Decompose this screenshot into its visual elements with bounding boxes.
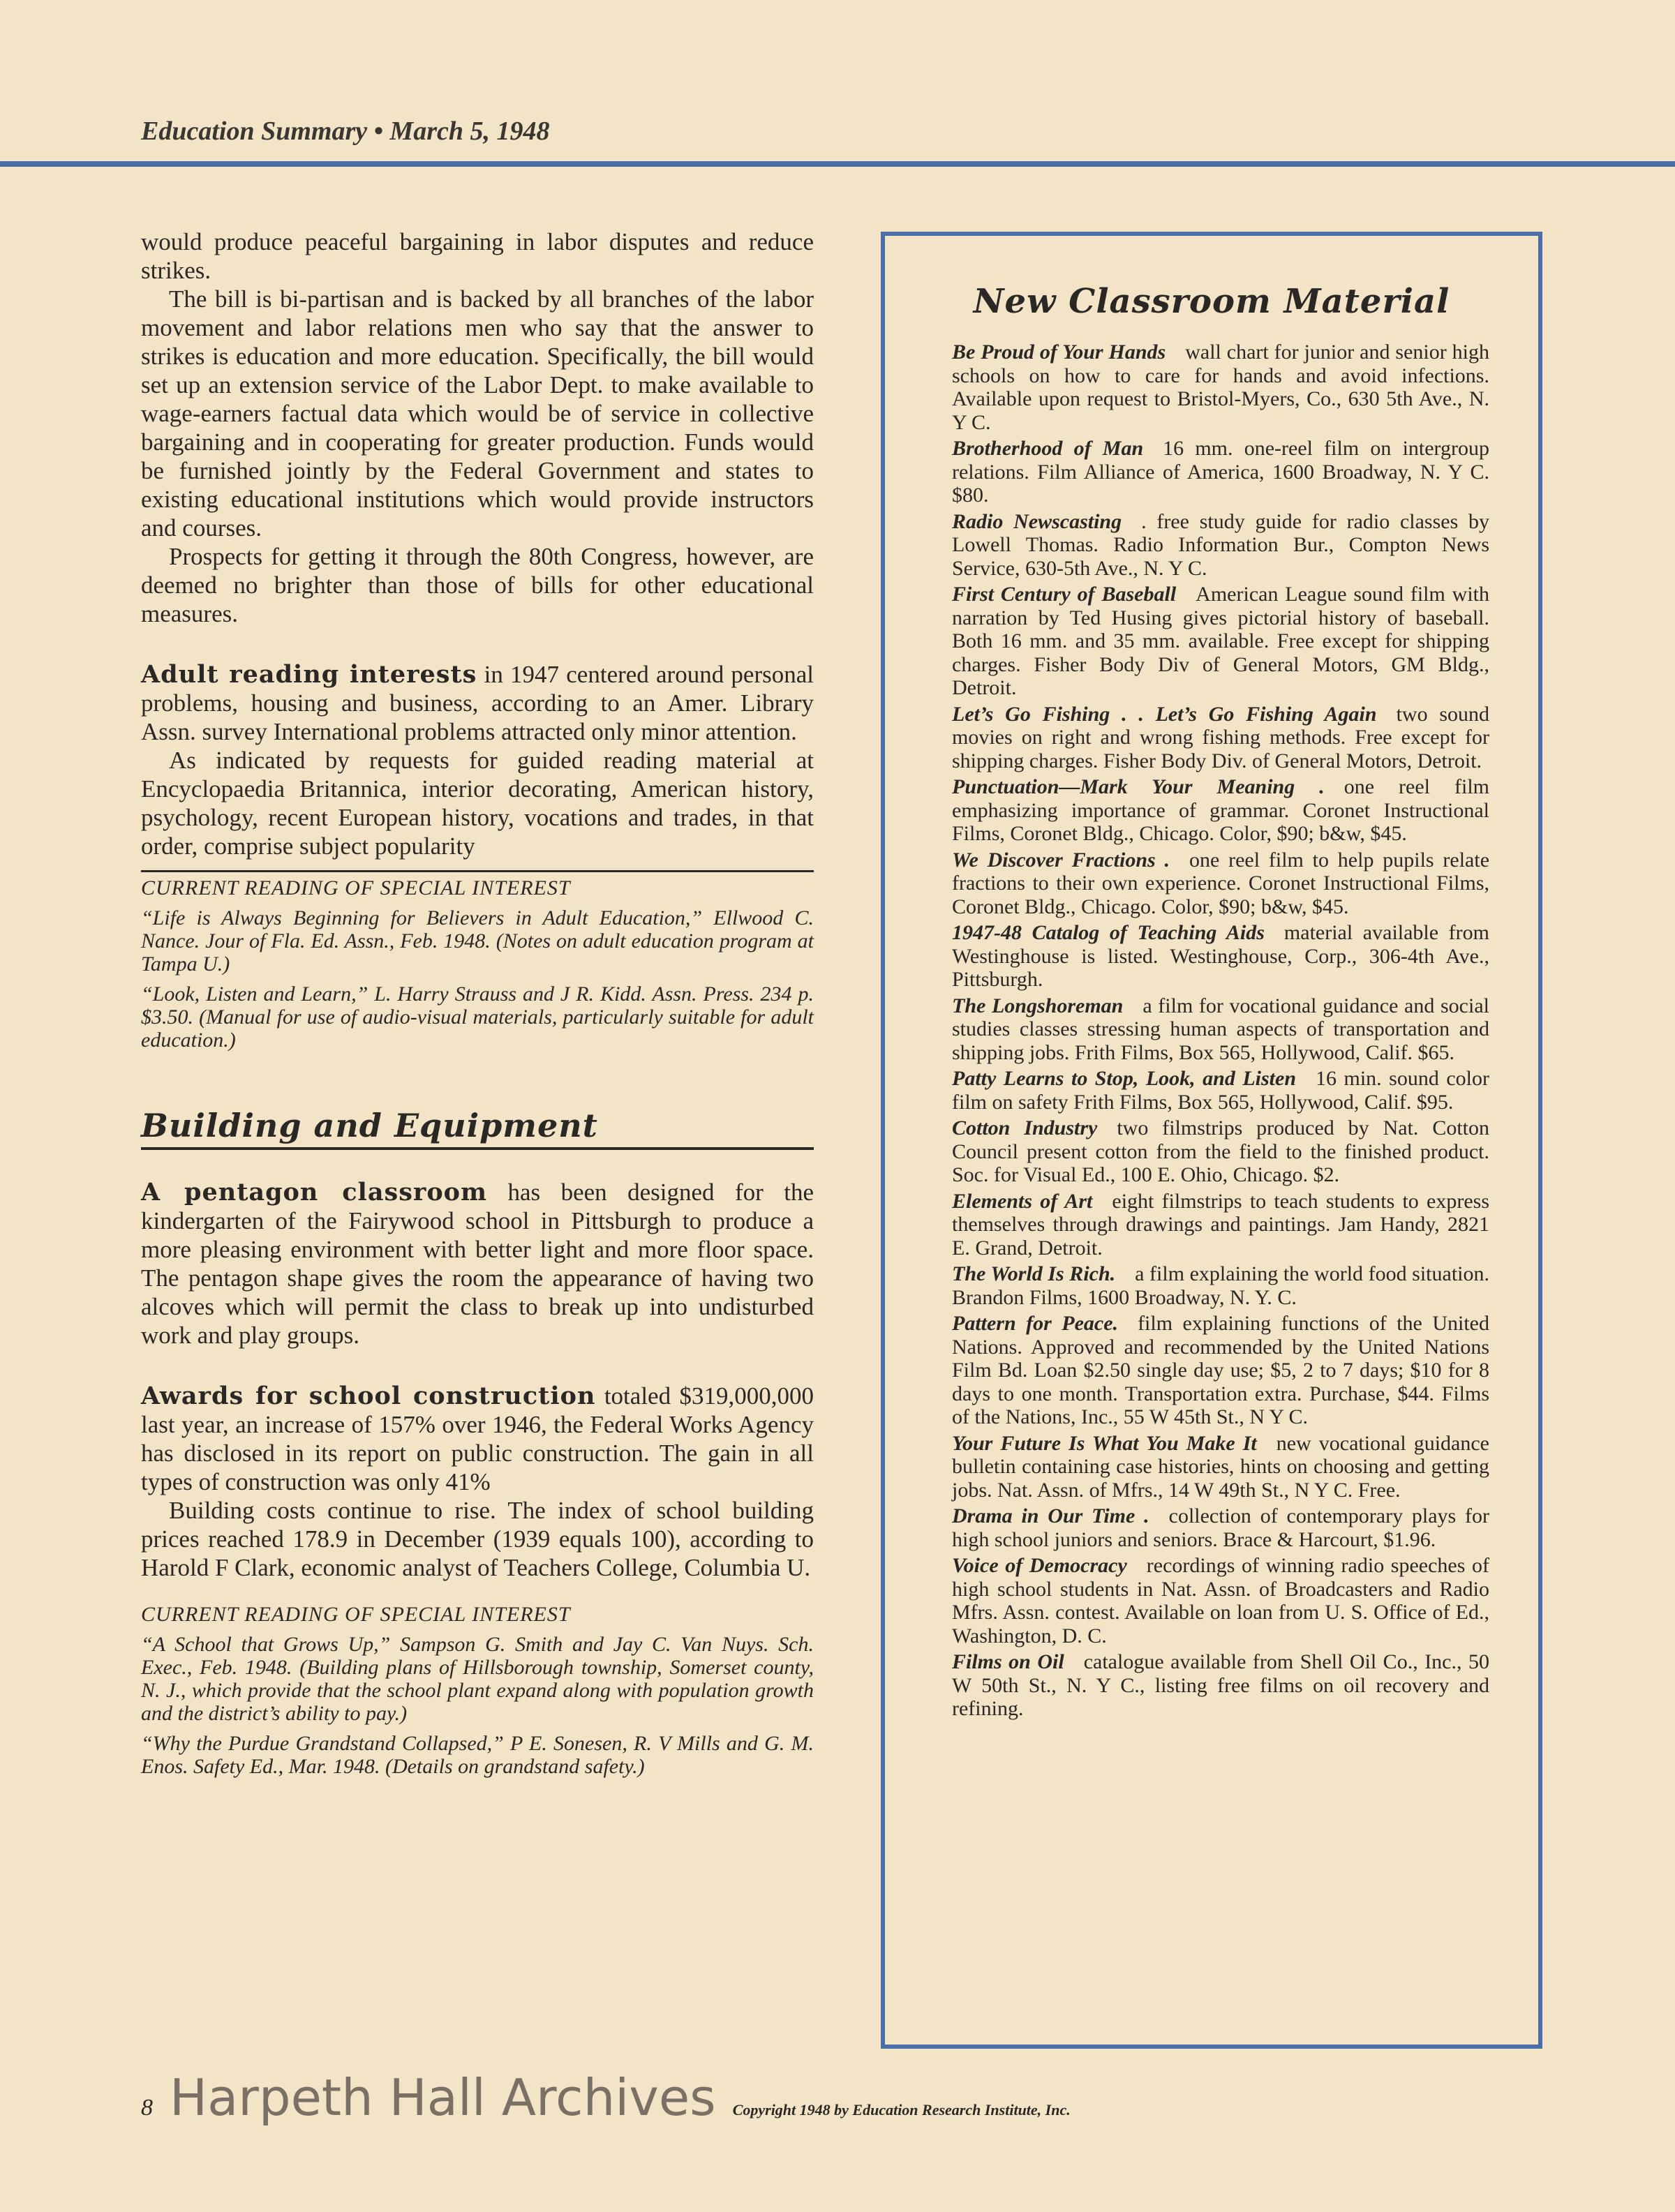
material-title: First Century of Baseball (952, 583, 1177, 606)
material-item (952, 1312, 1489, 1429)
watermark: Harpeth Hall Archives (170, 2068, 716, 2127)
paragraph: The bill is bi-partisan and is backed by all branches of the labor movement and labor relations men who say that the answer to strikes is education and more education. Specifically, the bill would set up an extension service of the Labor Dept. to make available to wage-earners factual data which would be of service in collective bargaining and in cooperating for greater production. Funds would be furnished jointly by the Federal Government and states to existing educational institutions which would provide instructors and courses. (141, 285, 814, 541)
paragraph-text: totaled $319,000,000 last year, an increase of 157% over 1946, the Federal Works Agency has disclosed in its report on public construction. The gain in all types of construction was only 41% (141, 1382, 814, 1495)
material-description: 16 mm. one-reel film on intergroup relations. Film Alliance of America, 1600 Broadway, N. Y C. $80. (952, 437, 1489, 507)
material-item (952, 1650, 1489, 1721)
adult-reading-paragraph (141, 660, 814, 746)
pentagon-paragraph (141, 1178, 814, 1350)
material-title: Radio Newscasting (952, 509, 1122, 533)
section-heading: Building and Equipment (141, 1112, 814, 1150)
material-description: one reel film to help pupils relate fractions to their own experience. Coronet Instructional Films, Coronet Bldg., Chicago. Color, $90; b&w, $45. (952, 848, 1490, 918)
material-item (952, 341, 1489, 434)
paragraph: would produce peaceful bargaining in labor disputes and reduce strikes. (141, 228, 814, 284)
material-title: Elements of Art (952, 1189, 1093, 1213)
material-description: new vocational guidance bulletin containing case histories, hints on choosing and getting jobs. Nat. Assn. of Mfrs., 14 W 49th St., N Y C. Free. (952, 1431, 1489, 1502)
current-reading (141, 1599, 814, 1778)
material-item (952, 1190, 1489, 1260)
material-item (952, 583, 1489, 700)
reading-entry: “Why the Purdue Grandstand Collapsed,” P E. Sonesen, R. V Mills and G. M. Enos. Safety Ed., Mar. 1948. (Details on grandstand safety.) (141, 1732, 814, 1778)
material-item (952, 1432, 1489, 1502)
left-column-body (141, 227, 814, 2056)
material-item (952, 437, 1489, 507)
material-item (952, 1116, 1489, 1187)
new-classroom-material-box (881, 232, 1542, 2049)
material-description: recordings of winning radio speeches of high school students in Nat. Assn. of Broadcasters and Radio Mfrs. Assn. contest. Available on loan from U. S. Office of Ed., Washington, D. C. (952, 1554, 1489, 1647)
header-rule (0, 161, 1675, 167)
material-description: film explaining functions of the United Nations. Approved and recommended by the United Nations Film Bd. Loan $2.50 single day use; $5, 2 to 7 days; $10 for 8 days to one month. Transportation extra. Purchase, $44. Films of the Nations, Inc., 55 W 45th St., N Y C. (952, 1312, 1490, 1428)
material-item (952, 849, 1489, 919)
reading-entry: “Look, Listen and Learn,” L. Harry Strauss and J R. Kidd. Assn. Press. 234 p. $3.50. (Manual for use of audio-visual materials, particularly suitable for adult education.) (141, 982, 814, 1052)
material-title: Punctuation—Mark Your Meaning . (952, 775, 1325, 798)
reading-entry: “Life is Always Beginning for Believers in Adult Education,” Ellwood C. Nance. Jour of Fla. Ed. Assn., Feb. 1948. (Notes on adult education program at Tampa U.) (141, 906, 814, 976)
page-footer (141, 2068, 1071, 2138)
material-title: Pattern for Peace. (952, 1312, 1119, 1335)
paragraph: As indicated by requests for guided reading material at Encyclopaedia Britannica, interior decorating, American history, psychology, recent European history, vocations and trades, in that order, comprise subject popularity (141, 747, 814, 860)
running-header: Education Summary • March 5, 1948 (141, 117, 550, 146)
material-description: a film for vocational guidance and social studies classes stressing human aspects of transportation and shipping jobs. Frith Films, Box 565, Hollywood, Calif. $65. (952, 994, 1489, 1064)
material-description: 16 min. sound color film on safety Frith Films, Box 565, Hollywood, Calif. $95. (952, 1067, 1489, 1114)
material-list (952, 341, 1489, 1724)
material-title: Your Future Is What You Make It (952, 1431, 1257, 1455)
material-item (952, 1504, 1489, 1551)
material-item (952, 1554, 1489, 1647)
material-title: We Discover Fractions . (952, 848, 1170, 872)
material-title: Films on Oil (952, 1650, 1064, 1673)
material-item (952, 921, 1489, 992)
lead-in: Awards for school construction (141, 1382, 596, 1410)
material-title: Brotherhood of Man (952, 437, 1144, 460)
paragraph-text: has been designed for the kindergarten of the Fairywood school in Pittsburgh to produce a more pleasing environment with better light and more floor space. The pentagon shape gives the room the appearance of having two alcoves which will permit the class to break up into undisturbed work and play groups. (141, 1179, 814, 1349)
material-item (952, 1067, 1489, 1114)
awards-paragraph (141, 1382, 814, 1496)
material-title: Drama in Our Time . (952, 1504, 1149, 1527)
material-title: Patty Learns to Stop, Look, and Listen (952, 1067, 1296, 1090)
reading-entry: “A School that Grows Up,” Sampson G. Smith and Jay C. Van Nuys. Sch. Exec., Feb. 1948. (Building plans of Hillsborough township, Somerset county, N. J., which provide that the school plant expand along with population growth and the district’s ability to pay.) (141, 1633, 814, 1725)
material-description: material available from Westinghouse is listed. Westinghouse, Corp., 306-4th Ave., Pittsburgh. (952, 921, 1489, 991)
material-description: American League sound film with narration by Ted Husing gives pictorial history of baseball. Both 16 mm. and 35 mm. available. Free except for shipping charges. Fisher Body Div of General Motors, GM Bldg., Detroit. (952, 583, 1489, 699)
material-description: . free study guide for radio classes by Lowell Thomas. Radio Information Bur., Compton News Service, 630-5th Ave., N. Y C. (952, 509, 1490, 580)
material-title: Voice of Democracy (952, 1554, 1127, 1577)
material-item (952, 994, 1489, 1065)
paragraph: Prospects for getting it through the 80th Congress, however, are deemed no brighter than those of bills for other educational measures. (141, 543, 814, 627)
current-reading-heading: CURRENT READING OF SPECIAL INTEREST (141, 876, 571, 899)
material-item (952, 1262, 1489, 1309)
material-description: collection of contemporary plays for high school juniors and seniors. Brace & Harcourt, $1.96. (952, 1504, 1489, 1551)
material-description: two filmstrips produced by Nat. Cotton Council present cotton from the field to the finished product. Soc. for Visual Ed., 100 E. Ohio, Chicago. $2. (952, 1116, 1489, 1186)
material-title: The World Is Rich. (952, 1262, 1116, 1285)
material-item (952, 510, 1489, 581)
material-title: Let’s Go Fishing . . Let’s Go Fishing Again (952, 702, 1377, 726)
material-description: a film explaining the world food situation. Brandon Films, 1600 Broadway, N. Y. C. (952, 1262, 1489, 1309)
current-reading (141, 870, 814, 1052)
material-description: catalogue available from Shell Oil Co., Inc., 50 W 50th St., N. Y C., listing free films on oil recovery and refining. (952, 1650, 1489, 1720)
material-title: The Longshoreman (952, 994, 1124, 1017)
paragraph-text: in 1947 centered around personal problems, housing and business, according to an Amer. Library Assn. survey International problems attracted only minor attention. (141, 661, 814, 745)
material-description: one reel film emphasizing importance of grammar. Coronet Instructional Films, Coronet Bldg., Chicago. Color, $90; b&w, $45. (952, 775, 1489, 845)
current-reading-heading: CURRENT READING OF SPECIAL INTEREST (141, 1603, 571, 1626)
page-number: 8 (141, 2095, 153, 2121)
paragraph: Building costs continue to rise. The index of school building prices reached 178.9 in December (1939 equals 100), according to Harold F Clark, economic analyst of Teachers College, Columbia U. (141, 1497, 814, 1581)
material-title: Cotton Industry (952, 1116, 1098, 1139)
material-item (952, 703, 1489, 773)
copyright: Copyright 1948 by Education Research Institute, Inc. (732, 2101, 1071, 2118)
material-description: wall chart for junior and senior high schools on how to care for hands and avoid infections. Available upon request to Bristol-Myers, Co., 630 5th Ave., N. Y C. (952, 341, 1489, 434)
material-title: 1947-48 Catalog of Teaching Aids (952, 921, 1265, 944)
material-description: eight filmstrips to teach students to express themselves through drawings and paintings. Jam Handy, 2821 E. Grand, Detroit. (952, 1189, 1490, 1260)
box-title: New Classroom Material (973, 282, 1450, 321)
material-title: Be Proud of Your Hands (952, 341, 1166, 364)
material-description: two sound movies on right and wrong fishing methods. Free except for shipping charges. Fisher Body Div. of General Motors, Detroit. (952, 702, 1489, 772)
lead-in: Adult reading interests (141, 660, 477, 689)
lead-in: A pentagon classroom (141, 1178, 488, 1206)
material-item (952, 775, 1489, 846)
